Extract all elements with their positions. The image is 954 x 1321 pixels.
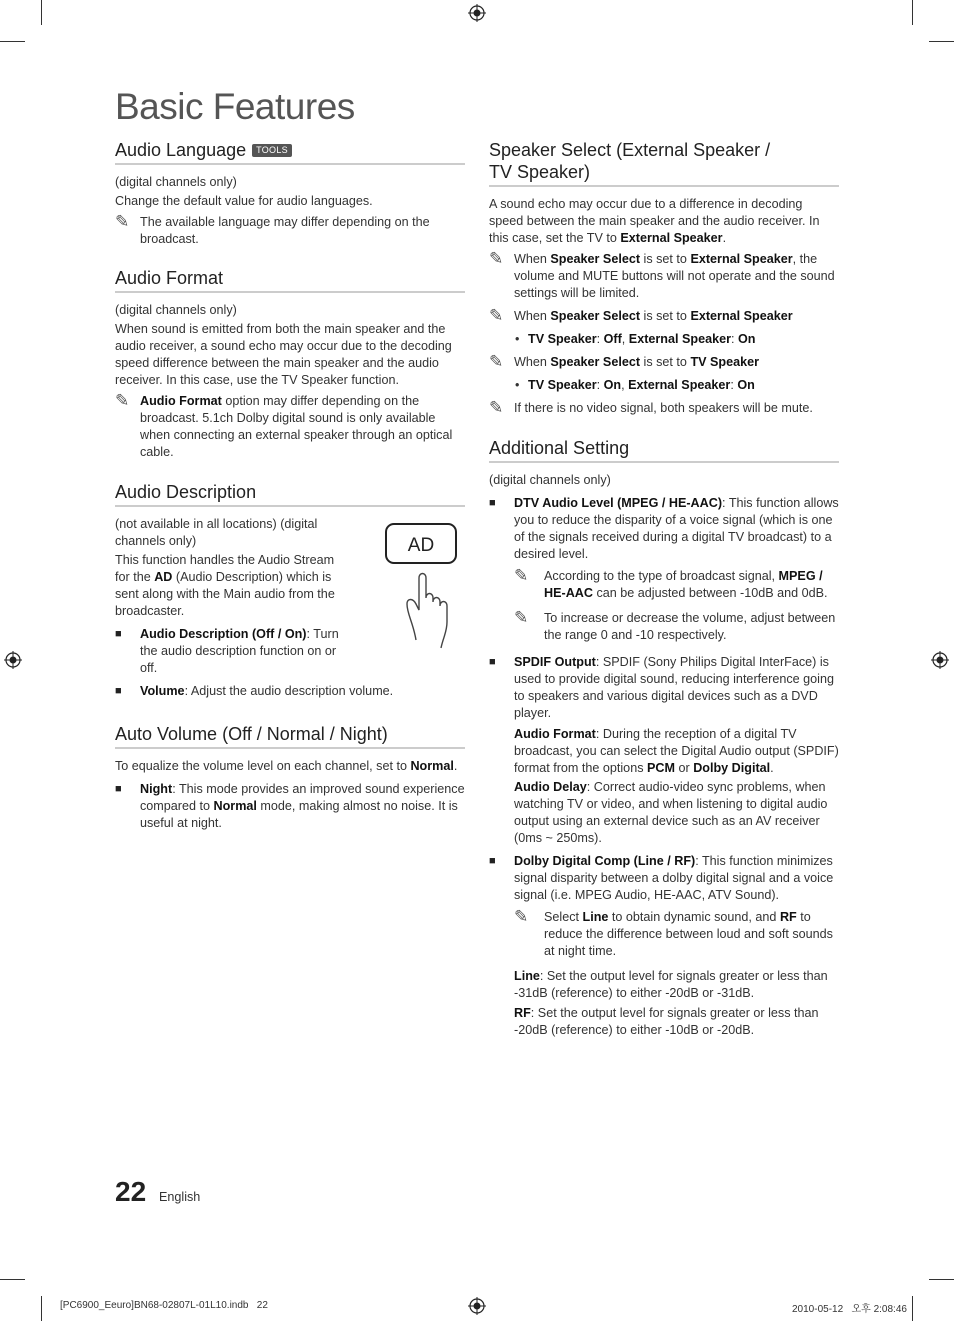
paragraph: (digital channels only) <box>115 303 237 317</box>
note-pencil-icon: ✎ <box>489 398 504 417</box>
note-pencil-icon: ✎ <box>514 907 529 926</box>
note-text: The available language may differ depending on the broadcast. <box>140 215 430 246</box>
note: ✎ To increase or decrease the volume, adjust between the range 0 and -10 respectively. <box>514 608 836 642</box>
bullet-item: ■ Audio Description (Off / On): Turn the audio description function on or off. <box>115 627 339 675</box>
crop-mark <box>41 1296 42 1321</box>
bullet-item: ■ Dolby Digital Comp (Line / RF): This function minimizes signal disparity between a dolby digital signal and a voice signal (i.e. MPEG Audio, HE-AAC, ATV Sound). ✎ Select Line to obtain dynamic sound, and RF to reduce the difference between loud and soft sounds at night time. Line: Set the output level for signals greater or less than -31dB (reference) to either -20dB or -31dB. RF: Set the output level for signals greater or less than -20dB (reference) to either -10dB or -20dB. <box>489 853 839 1039</box>
paragraph: Audio Delay: Correct audio-video sync problems, when watching TV or video, and when listening to digital audio output using an external device such as an AV receiver (0ms ~ 250ms). <box>514 780 828 845</box>
note-pencil-icon: ✎ <box>115 391 130 410</box>
paragraph: (digital channels only) <box>489 473 611 487</box>
square-bullet-icon: ■ <box>489 855 496 867</box>
note <box>115 214 465 248</box>
note-pencil-icon: ✎ <box>489 306 504 325</box>
right-column <box>489 139 839 1045</box>
crop-mark <box>912 1296 913 1321</box>
square-bullet-icon: ■ <box>489 656 496 668</box>
crop-mark <box>929 41 954 42</box>
paragraph: When sound is emitted from both the main speaker and the audio receiver, a sound echo may occur due to the decoding speed difference between the main speaker and the audio receiver. In this case, use the TV Speaker function. <box>115 322 452 387</box>
square-bullet-icon: ■ <box>115 628 122 640</box>
bullet-item: ■ DTV Audio Level (MPEG / HE-AAC): This function allows you to reduce the disparity of a voice signal (which is one of the signals received during a digital TV broadcast) to a desired level. ✎ According to the type of broadcast signal, MPEG / HE-AAC can be adjusted between -10dB and 0dB. ✎ To increase or decrease the volume, adjust between the range 0 and -10 respectively. <box>489 496 839 642</box>
section-heading-auto-volume: Auto Volume (Off / Normal / Night) <box>115 723 465 749</box>
crop-mark <box>912 0 913 25</box>
note-text: option may differ depending on the broadcast. 5.1ch Dolby digital sound is only available when connecting an external speaker through an optical cable. <box>140 394 453 459</box>
dot-bullet-icon: • <box>515 378 520 392</box>
note: ✎ If there is no video signal, both speakers will be mute. <box>489 398 813 417</box>
ad-button-hand-illustration <box>383 522 463 650</box>
paragraph: A sound echo may occur due to a difference in decoding speed between the main speaker and the audio receiver. In this case, set the TV to External Speaker. <box>489 197 820 245</box>
section-heading-speaker-select: Speaker Select (External Speaker / TV Speaker) <box>489 139 839 187</box>
note: ✎ According to the type of broadcast signal, MPEG / HE-AAC can be adjusted between -10dB and 0dB. <box>514 566 828 600</box>
footer-date: 2010-05-12 오후 2:08:46 <box>792 1304 907 1315</box>
note <box>115 393 465 461</box>
paragraph: (not available in all locations) (digital channels only) <box>115 517 318 548</box>
heading-text: Audio Language <box>115 140 247 160</box>
ad-button-label: AD <box>407 535 435 556</box>
section-heading-audio-description: Audio Description <box>115 481 465 507</box>
note-pencil-icon: ✎ <box>514 608 529 627</box>
note-pencil-icon: ✎ <box>115 212 130 231</box>
paragraph: This function handles the Audio Stream for the AD (Audio Description) which is sent along with the Main audio from the broadcaster. <box>115 553 335 618</box>
bullet-item: ■ SPDIF Output: SPDIF (Sony Philips Digital InterFace) is used to provide digital sound, reducing interference going to speakers and various digital devices such as a DVD player. Audio Format: During the reception of a digital TV broadcast, you can select the Digital Audio output (SPDIF) format from the options PCM or Dolby Digital. Audio Delay: Correct audio-video sync problems, when watching TV or video, and when listening to digital audio output using an external device such as an AV receiver (0ms ~ 250ms). <box>489 655 839 845</box>
paragraph: (digital channels only) <box>115 175 237 189</box>
sub-bullet: • TV Speaker: On, External Speaker: On <box>515 378 755 392</box>
registration-mark-icon <box>468 1297 486 1315</box>
crop-mark <box>929 1279 954 1280</box>
square-bullet-icon: ■ <box>489 497 496 509</box>
paragraph: RF: Set the output level for signals greater or less than -20dB (reference) to either -10dB or -20dB. <box>514 1006 819 1037</box>
crop-mark <box>41 0 42 25</box>
note-pencil-icon: ✎ <box>489 352 504 371</box>
section-heading-audio-language <box>115 139 465 165</box>
page-language: English <box>159 1190 201 1204</box>
bold-term: Audio Format <box>140 394 222 408</box>
crop-mark <box>0 1279 25 1280</box>
sub-bullet: • TV Speaker: Off, External Speaker: On <box>515 332 756 346</box>
bullet-item: ■ Night: This mode provides an improved sound experience compared to Normal mode, making almost no noise. It is useful at night. <box>115 782 465 830</box>
note: ✎ When Speaker Select is set to External Speaker <box>489 306 793 325</box>
paragraph: To equalize the volume level on each channel, set to Normal. <box>115 759 458 773</box>
section-heading-audio-format: Audio Format <box>115 267 465 293</box>
dot-bullet-icon: • <box>515 332 520 346</box>
registration-mark-icon <box>931 651 949 669</box>
paragraph: Line: Set the output level for signals greater or less than -31dB (reference) to either -20dB or -31dB. <box>514 969 828 1000</box>
note: ✎ Select Line to obtain dynamic sound, and RF to reduce the difference between loud and soft sounds at night time. <box>514 907 833 958</box>
crop-mark <box>0 41 25 42</box>
square-bullet-icon: ■ <box>115 685 122 697</box>
left-column <box>115 139 465 838</box>
note-pencil-icon: ✎ <box>489 249 504 268</box>
page-number: 22 <box>115 1176 147 1207</box>
note: ✎ When Speaker Select is set to External Speaker, the volume and MUTE buttons will not operate and the sound settings will be limited. <box>489 249 835 300</box>
page-title: Basic Features <box>115 86 355 127</box>
note-pencil-icon: ✎ <box>514 566 529 585</box>
section-heading-additional-setting: Additional Setting <box>489 437 839 463</box>
bullet-item: ■ Volume: Adjust the audio description volume. <box>115 684 394 698</box>
bold-term: AD <box>154 570 173 584</box>
footer-file: [PC6900_Eeuro]BN68-02807L-01L10.indb 22 <box>60 1300 268 1311</box>
note: ✎ When Speaker Select is set to TV Speaker <box>489 352 760 371</box>
square-bullet-icon: ■ <box>115 783 122 795</box>
paragraph: Change the default value for audio languages. <box>115 194 373 208</box>
tools-badge: TOOLS <box>252 144 292 157</box>
registration-mark-icon <box>4 651 22 669</box>
registration-mark-icon <box>468 4 486 22</box>
paragraph: Audio Format: During the reception of a digital TV broadcast, you can select the Digital Audio output (SPDIF) format from the options PCM or Dolby Digital. <box>514 727 839 775</box>
